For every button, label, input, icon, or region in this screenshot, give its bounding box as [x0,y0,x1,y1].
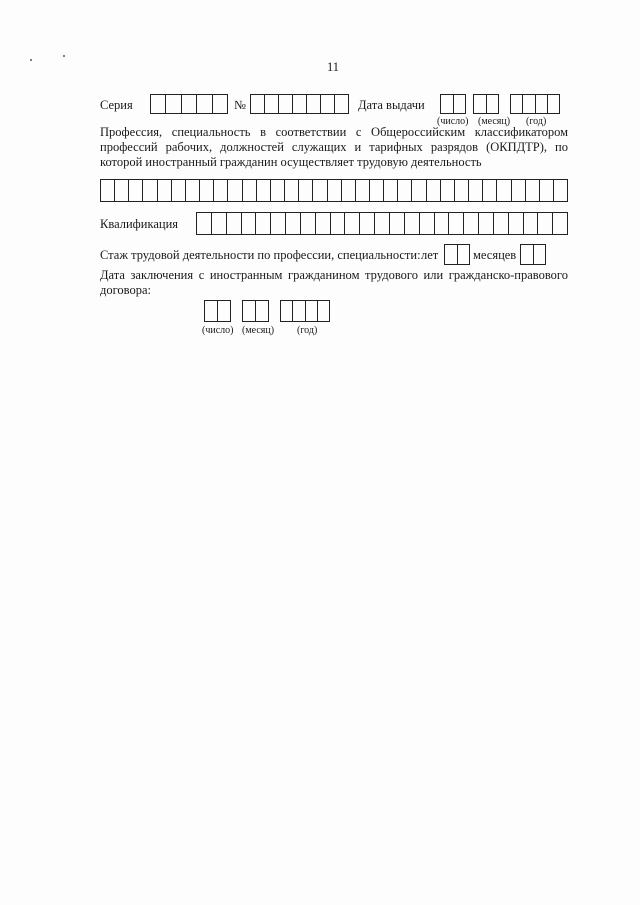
input-cell[interactable] [486,95,499,113]
input-cell[interactable] [453,95,466,113]
issue-date-month-caption: (месяц) [478,116,511,127]
input-cell[interactable] [355,180,369,201]
input-cell[interactable] [197,213,211,234]
input-cell[interactable] [553,180,567,201]
profession-description [100,125,568,170]
contract-date-line: договора: [100,283,152,297]
input-cell[interactable] [434,213,449,234]
input-cell[interactable] [128,180,142,201]
input-cell[interactable] [463,213,478,234]
contract-date-month-caption: (месяц) [242,325,275,336]
input-cell[interactable] [511,180,525,201]
scan-speck [30,59,32,61]
input-cell[interactable] [212,95,227,113]
input-cell[interactable] [205,301,217,321]
input-cell[interactable] [508,213,523,234]
input-cell[interactable] [411,180,425,201]
input-cell[interactable] [441,95,453,113]
input-cell[interactable] [270,213,285,234]
input-cell[interactable] [226,213,241,234]
input-cell[interactable] [344,213,359,234]
input-cell[interactable] [312,180,326,201]
input-cell[interactable] [547,95,559,113]
input-cell[interactable] [292,301,304,321]
experience-months-cells[interactable] [520,244,546,265]
input-cell[interactable] [300,213,315,234]
input-cell[interactable] [255,301,268,321]
input-cell[interactable] [256,180,270,201]
input-cell[interactable] [468,180,482,201]
scan-speck [63,55,65,57]
input-cell[interactable] [478,213,493,234]
input-cell[interactable] [320,95,334,113]
issue-date-year-cells[interactable] [510,94,560,114]
input-cell[interactable] [251,95,264,113]
experience-years-label: лет [421,248,439,262]
input-cell[interactable] [211,213,226,234]
input-cell[interactable] [404,213,419,234]
input-cell[interactable] [284,180,298,201]
number-input-cells[interactable] [250,94,349,114]
input-cell[interactable] [448,213,463,234]
input-cell[interactable] [306,95,320,113]
input-cell[interactable] [243,301,255,321]
input-cell[interactable] [242,180,256,201]
input-cell[interactable] [241,213,256,234]
series-label: Серия [100,98,133,112]
input-cell[interactable] [330,213,345,234]
input-cell[interactable] [255,213,270,234]
input-cell[interactable] [535,95,547,113]
input-cell[interactable] [454,180,468,201]
input-cell[interactable] [445,245,457,264]
input-cell[interactable] [539,180,553,201]
input-cell[interactable] [389,213,404,234]
input-cell[interactable] [383,180,397,201]
input-cell[interactable] [374,213,389,234]
input-cell[interactable] [397,180,411,201]
input-cell[interactable] [217,301,230,321]
profession-line: Профессия, специальность в соответствии с Общероссийским классификатором [100,125,568,139]
issue-date-day-caption: (число) [437,116,469,127]
input-cell[interactable] [196,95,211,113]
issue-date-year-caption: (год) [526,116,547,127]
input-cell[interactable] [151,95,165,113]
input-cell[interactable] [157,180,171,201]
input-cell[interactable] [457,245,470,264]
profession-input-cells[interactable] [100,179,568,202]
input-cell[interactable] [419,213,434,234]
profession-line: профессий рабочих, должностей служащих и тарифных разрядов (ОКПДТР), по [100,140,568,154]
input-cell[interactable] [493,213,508,234]
input-cell[interactable] [426,180,440,201]
input-cell[interactable] [278,95,292,113]
input-cell[interactable] [537,213,552,234]
contract-date-year-cells[interactable] [280,300,330,322]
input-cell[interactable] [101,180,114,201]
issue-date-label: Дата выдачи [358,98,425,112]
issue-date-month-cells[interactable] [473,94,499,114]
issue-date-day-cells[interactable] [440,94,466,114]
input-cell[interactable] [227,180,241,201]
input-cell[interactable] [285,213,300,234]
qualification-label: Квалификация [100,217,179,231]
input-cell[interactable] [327,180,341,201]
qualification-input-cells[interactable] [196,212,568,235]
input-cell[interactable] [474,95,486,113]
input-cell[interactable] [281,301,292,321]
input-cell[interactable] [440,180,454,201]
input-cell[interactable] [369,180,383,201]
experience-months-label: месяцев [473,248,517,262]
input-cell[interactable] [305,301,317,321]
experience-years-cells[interactable] [444,244,470,265]
contract-date-line: Дата заключения с иностранным гражданином трудового или гражданско-правового [100,268,568,282]
input-cell[interactable] [317,301,329,321]
contract-date-day-caption: (число) [202,325,234,336]
input-cell[interactable] [165,95,180,113]
input-cell[interactable] [185,180,199,201]
input-cell[interactable] [264,95,278,113]
input-cell[interactable] [181,95,196,113]
input-cell[interactable] [533,245,546,264]
input-cell[interactable] [496,180,510,201]
contract-date-day-cells[interactable] [204,300,231,322]
input-cell[interactable] [270,180,284,201]
input-cell[interactable] [521,245,533,264]
input-cell[interactable] [522,95,534,113]
input-cell[interactable] [359,213,374,234]
number-label: № [234,98,246,112]
input-cell[interactable] [552,213,567,234]
input-cell[interactable] [199,180,213,201]
page-number: 11 [327,60,340,74]
contract-date-year-caption: (год) [297,325,318,336]
contract-date-month-cells[interactable] [242,300,269,322]
input-cell[interactable] [315,213,330,234]
input-cell[interactable] [334,95,348,113]
contract-date-description [100,268,568,298]
input-cell[interactable] [171,180,185,201]
input-cell[interactable] [511,95,522,113]
input-cell[interactable] [525,180,539,201]
input-cell[interactable] [142,180,156,201]
input-cell[interactable] [114,180,128,201]
input-cell[interactable] [298,180,312,201]
input-cell[interactable] [523,213,538,234]
input-cell[interactable] [292,95,306,113]
series-input-cells[interactable] [150,94,228,114]
experience-label: Стаж трудовой деятельности по профессии, специальности: [100,248,421,262]
input-cell[interactable] [213,180,227,201]
profession-line: которой иностранный гражданин осуществляет трудовую деятельность [100,155,482,169]
input-cell[interactable] [341,180,355,201]
input-cell[interactable] [482,180,496,201]
